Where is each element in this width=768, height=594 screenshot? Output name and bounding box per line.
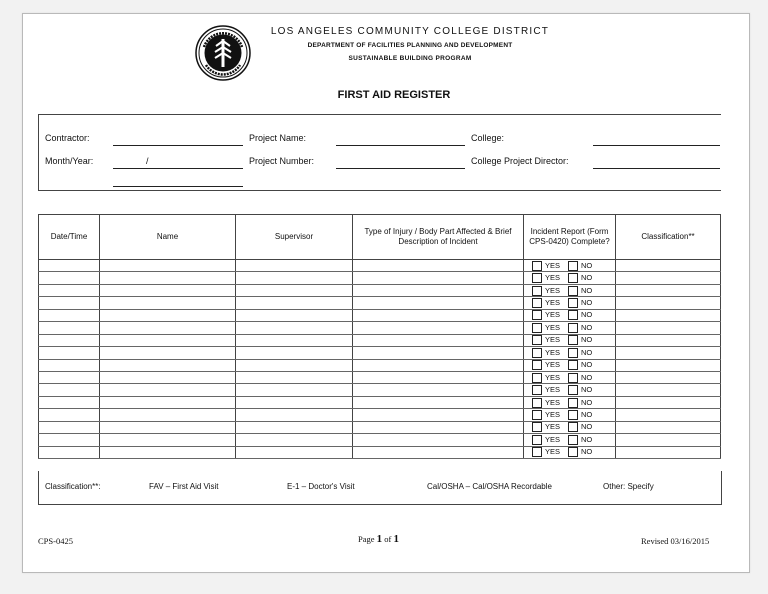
injury-cell[interactable] [353, 396, 524, 408]
date-time-cell[interactable] [39, 371, 100, 383]
classification-cell[interactable] [616, 322, 721, 334]
classification-calosha: Cal/OSHA – Cal/OSHA Recordable [427, 482, 552, 491]
yes-checkbox[interactable] [532, 410, 542, 420]
name-cell[interactable] [100, 434, 236, 446]
page-indicator [358, 533, 399, 545]
col-supervisor: Supervisor [236, 215, 353, 260]
no-label: NO [581, 285, 593, 295]
month-year-field[interactable] [113, 168, 243, 169]
contractor-field[interactable] [113, 145, 243, 146]
classification-cell[interactable] [616, 396, 721, 408]
yes-no-options [524, 310, 615, 321]
page-prefix: Page [358, 534, 375, 544]
name-cell[interactable] [100, 421, 236, 433]
no-label: NO [581, 422, 593, 432]
supervisor-cell[interactable] [236, 260, 353, 272]
supervisor-cell[interactable] [236, 359, 353, 371]
name-cell[interactable] [100, 297, 236, 309]
yes-checkbox[interactable] [532, 310, 542, 320]
supervisor-cell[interactable] [236, 396, 353, 408]
no-label: NO [581, 335, 593, 345]
yes-no-options [524, 273, 615, 284]
date-time-cell[interactable] [39, 297, 100, 309]
classification-cell[interactable] [616, 421, 721, 433]
yes-no-options [524, 434, 615, 445]
date-time-cell[interactable] [39, 284, 100, 296]
yes-no-options [524, 409, 615, 420]
no-checkbox[interactable] [568, 385, 578, 395]
college-field[interactable] [593, 145, 720, 146]
date-time-cell[interactable] [39, 409, 100, 421]
supervisor-cell[interactable] [236, 284, 353, 296]
no-label: NO [581, 409, 593, 419]
no-label: NO [581, 360, 593, 370]
injury-cell[interactable] [353, 384, 524, 396]
classification-cell[interactable] [616, 347, 721, 359]
classification-cell[interactable] [616, 309, 721, 321]
page-of: of [384, 534, 392, 544]
date-time-cell[interactable] [39, 309, 100, 321]
yes-label: YES [545, 434, 561, 444]
table-row [39, 322, 721, 334]
supervisor-cell[interactable] [236, 347, 353, 359]
incident-report-cell[interactable] [524, 371, 616, 383]
college-label: College: [471, 133, 505, 143]
classification-cell[interactable] [616, 434, 721, 446]
table-row [39, 272, 721, 284]
classification-cell[interactable] [616, 384, 721, 396]
yes-checkbox[interactable] [532, 447, 542, 457]
injury-cell[interactable] [353, 272, 524, 284]
yes-checkbox[interactable] [532, 435, 542, 445]
yes-checkbox[interactable] [532, 335, 542, 345]
date-time-cell[interactable] [39, 384, 100, 396]
injury-cell[interactable] [353, 322, 524, 334]
no-label: NO [581, 372, 593, 382]
classification-cell[interactable] [616, 297, 721, 309]
date-time-cell[interactable] [39, 446, 100, 458]
col-incident-report: Incident Report (Form CPS-0420) Complete? [524, 215, 616, 260]
classification-cell[interactable] [616, 371, 721, 383]
name-cell[interactable] [100, 334, 236, 346]
yes-label: YES [545, 298, 561, 308]
form-title: FIRST AID REGISTER [337, 89, 451, 101]
yes-checkbox[interactable] [532, 261, 542, 271]
name-cell[interactable] [100, 396, 236, 408]
yes-no-options [524, 422, 615, 433]
district-name: LOS ANGELES COMMUNITY COLLEGE DISTRICT [270, 26, 550, 37]
college-director-label: College Project Director: [471, 156, 569, 166]
name-cell[interactable] [100, 359, 236, 371]
incident-report-cell[interactable] [524, 446, 616, 458]
no-label: NO [581, 322, 593, 332]
no-label: NO [581, 310, 593, 320]
injury-cell[interactable] [353, 347, 524, 359]
yes-no-options [524, 322, 615, 333]
date-time-cell[interactable] [39, 272, 100, 284]
supervisor-cell[interactable] [236, 371, 353, 383]
supervisor-cell[interactable] [236, 334, 353, 346]
yes-no-options [524, 285, 615, 296]
classification-fav: FAV – First Aid Visit [149, 482, 219, 491]
project-name-field[interactable] [336, 145, 465, 146]
no-label: NO [581, 385, 593, 395]
yes-checkbox[interactable] [532, 348, 542, 358]
yes-label: YES [545, 409, 561, 419]
no-checkbox[interactable] [568, 447, 578, 457]
contractor-label: Contractor: [45, 133, 90, 143]
table-row [39, 260, 721, 272]
no-label: NO [581, 260, 593, 270]
yes-label: YES [545, 273, 561, 283]
classification-label: Classification**: [45, 482, 101, 491]
col-classification: Classification** [616, 215, 721, 260]
page-total: 1 [393, 533, 399, 545]
injury-cell[interactable] [353, 297, 524, 309]
table-row [39, 409, 721, 421]
classification-other: Other: Specify [603, 482, 654, 491]
yes-label: YES [545, 360, 561, 370]
no-label: NO [581, 447, 593, 457]
project-info-box [38, 114, 721, 191]
name-cell[interactable] [100, 284, 236, 296]
injury-cell[interactable] [353, 446, 524, 458]
incident-report-cell[interactable] [524, 284, 616, 296]
classification-cell[interactable] [616, 272, 721, 284]
yes-no-options [524, 298, 615, 309]
classification-cell[interactable] [616, 334, 721, 346]
no-checkbox[interactable] [568, 298, 578, 308]
supervisor-cell[interactable] [236, 409, 353, 421]
yes-checkbox[interactable] [532, 422, 542, 432]
no-checkbox[interactable] [568, 435, 578, 445]
table-row [39, 371, 721, 383]
injury-cell[interactable] [353, 371, 524, 383]
yes-no-options [524, 260, 615, 271]
name-cell[interactable] [100, 309, 236, 321]
yes-checkbox[interactable] [532, 273, 542, 283]
col-date-time: Date/Time [39, 215, 100, 260]
incident-report-cell[interactable] [524, 396, 616, 408]
page-number: 1 [376, 533, 383, 545]
project-number-field[interactable] [336, 168, 465, 169]
no-label: NO [581, 298, 593, 308]
supervisor-cell[interactable] [236, 421, 353, 433]
classification-cell[interactable] [616, 260, 721, 272]
injury-cell[interactable] [353, 309, 524, 321]
incident-report-cell[interactable] [524, 434, 616, 446]
no-checkbox[interactable] [568, 323, 578, 333]
injury-cell[interactable] [353, 260, 524, 272]
yes-label: YES [545, 372, 561, 382]
table-row [39, 284, 721, 296]
table-row [39, 309, 721, 321]
classification-cell[interactable] [616, 284, 721, 296]
name-cell[interactable] [100, 409, 236, 421]
yes-checkbox[interactable] [532, 373, 542, 383]
yes-label: YES [545, 335, 561, 345]
col-name: Name [100, 215, 236, 260]
incident-report-cell[interactable] [524, 421, 616, 433]
yes-no-options [524, 447, 615, 458]
project-name-label: Project Name: [249, 133, 307, 143]
table-row [39, 434, 721, 446]
table-row [39, 359, 721, 371]
classification-cell[interactable] [616, 446, 721, 458]
name-cell[interactable] [100, 347, 236, 359]
incident-report-cell[interactable] [524, 347, 616, 359]
yes-checkbox[interactable] [532, 286, 542, 296]
program-name: SUSTAINABLE BUILDING PROGRAM [348, 55, 472, 62]
supervisor-cell[interactable] [236, 434, 353, 446]
yes-label: YES [545, 347, 561, 357]
no-checkbox[interactable] [568, 261, 578, 271]
no-checkbox[interactable] [568, 273, 578, 283]
classification-e1: E-1 – Doctor's Visit [287, 482, 355, 491]
form-code: CPS-0425 [38, 536, 73, 546]
month-year-label: Month/Year: [45, 156, 94, 166]
table-row [39, 334, 721, 346]
classification-cell[interactable] [616, 359, 721, 371]
table-row [39, 347, 721, 359]
incident-report-cell[interactable] [524, 309, 616, 321]
yes-checkbox[interactable] [532, 398, 542, 408]
injury-cell[interactable] [353, 359, 524, 371]
incident-report-cell[interactable] [524, 322, 616, 334]
name-cell[interactable] [100, 322, 236, 334]
blank-field-line [113, 186, 243, 187]
no-checkbox[interactable] [568, 422, 578, 432]
incident-report-cell[interactable] [524, 359, 616, 371]
name-cell[interactable] [100, 384, 236, 396]
no-checkbox[interactable] [568, 360, 578, 370]
yes-checkbox[interactable] [532, 385, 542, 395]
injury-cell[interactable] [353, 434, 524, 446]
col-injury-description: Type of Injury / Body Part Affected & Brief Description of Incident [353, 215, 524, 260]
injury-cell[interactable] [353, 409, 524, 421]
incident-report-cell[interactable] [524, 297, 616, 309]
yes-label: YES [545, 285, 561, 295]
supervisor-cell[interactable] [236, 384, 353, 396]
date-time-cell[interactable] [39, 347, 100, 359]
yes-no-options [524, 372, 615, 383]
no-checkbox[interactable] [568, 335, 578, 345]
date-time-cell[interactable] [39, 322, 100, 334]
incident-report-cell[interactable] [524, 409, 616, 421]
no-checkbox[interactable] [568, 348, 578, 358]
table-row [39, 421, 721, 433]
yes-no-options [524, 397, 615, 408]
incident-report-cell[interactable] [524, 384, 616, 396]
no-checkbox[interactable] [568, 373, 578, 383]
no-label: NO [581, 434, 593, 444]
supervisor-cell[interactable] [236, 309, 353, 321]
no-label: NO [581, 347, 593, 357]
no-label: NO [581, 273, 593, 283]
district-seal-icon [194, 25, 252, 81]
no-checkbox[interactable] [568, 398, 578, 408]
no-checkbox[interactable] [568, 410, 578, 420]
name-cell[interactable] [100, 371, 236, 383]
no-label: NO [581, 397, 593, 407]
yes-checkbox[interactable] [532, 298, 542, 308]
injury-cell[interactable] [353, 334, 524, 346]
classification-cell[interactable] [616, 409, 721, 421]
yes-label: YES [545, 322, 561, 332]
project-number-label: Project Number: [249, 156, 315, 166]
date-time-cell[interactable] [39, 421, 100, 433]
supervisor-cell[interactable] [236, 322, 353, 334]
incident-report-cell[interactable] [524, 260, 616, 272]
incident-report-cell[interactable] [524, 272, 616, 284]
table-row [39, 446, 721, 458]
no-checkbox[interactable] [568, 310, 578, 320]
name-cell[interactable] [100, 446, 236, 458]
revised-date: Revised 03/16/2015 [641, 536, 710, 546]
yes-no-options [524, 347, 615, 358]
yes-label: YES [545, 260, 561, 270]
date-time-cell[interactable] [39, 434, 100, 446]
yes-no-options [524, 385, 615, 396]
yes-label: YES [545, 385, 561, 395]
injury-cell[interactable] [353, 421, 524, 433]
injury-cell[interactable] [353, 284, 524, 296]
table-row [39, 297, 721, 309]
college-director-field[interactable] [593, 168, 720, 169]
no-checkbox[interactable] [568, 286, 578, 296]
yes-label: YES [545, 422, 561, 432]
name-cell[interactable] [100, 260, 236, 272]
table-row [39, 396, 721, 408]
incident-report-cell[interactable] [524, 334, 616, 346]
yes-no-options [524, 360, 615, 371]
month-year-separator: / [146, 156, 149, 166]
yes-checkbox[interactable] [532, 323, 542, 333]
table-header-row [39, 215, 721, 260]
supervisor-cell[interactable] [236, 297, 353, 309]
department-name: DEPARTMENT OF FACILITIES PLANNING AND DEVELOPMENT [307, 42, 513, 49]
date-time-cell[interactable] [39, 260, 100, 272]
yes-no-options [524, 335, 615, 346]
yes-label: YES [545, 447, 561, 457]
date-time-cell[interactable] [39, 334, 100, 346]
yes-label: YES [545, 310, 561, 320]
date-time-cell[interactable] [39, 396, 100, 408]
yes-label: YES [545, 397, 561, 407]
first-aid-register-table [38, 214, 721, 459]
date-time-cell[interactable] [39, 359, 100, 371]
supervisor-cell[interactable] [236, 272, 353, 284]
yes-checkbox[interactable] [532, 360, 542, 370]
supervisor-cell[interactable] [236, 446, 353, 458]
name-cell[interactable] [100, 272, 236, 284]
table-row [39, 384, 721, 396]
